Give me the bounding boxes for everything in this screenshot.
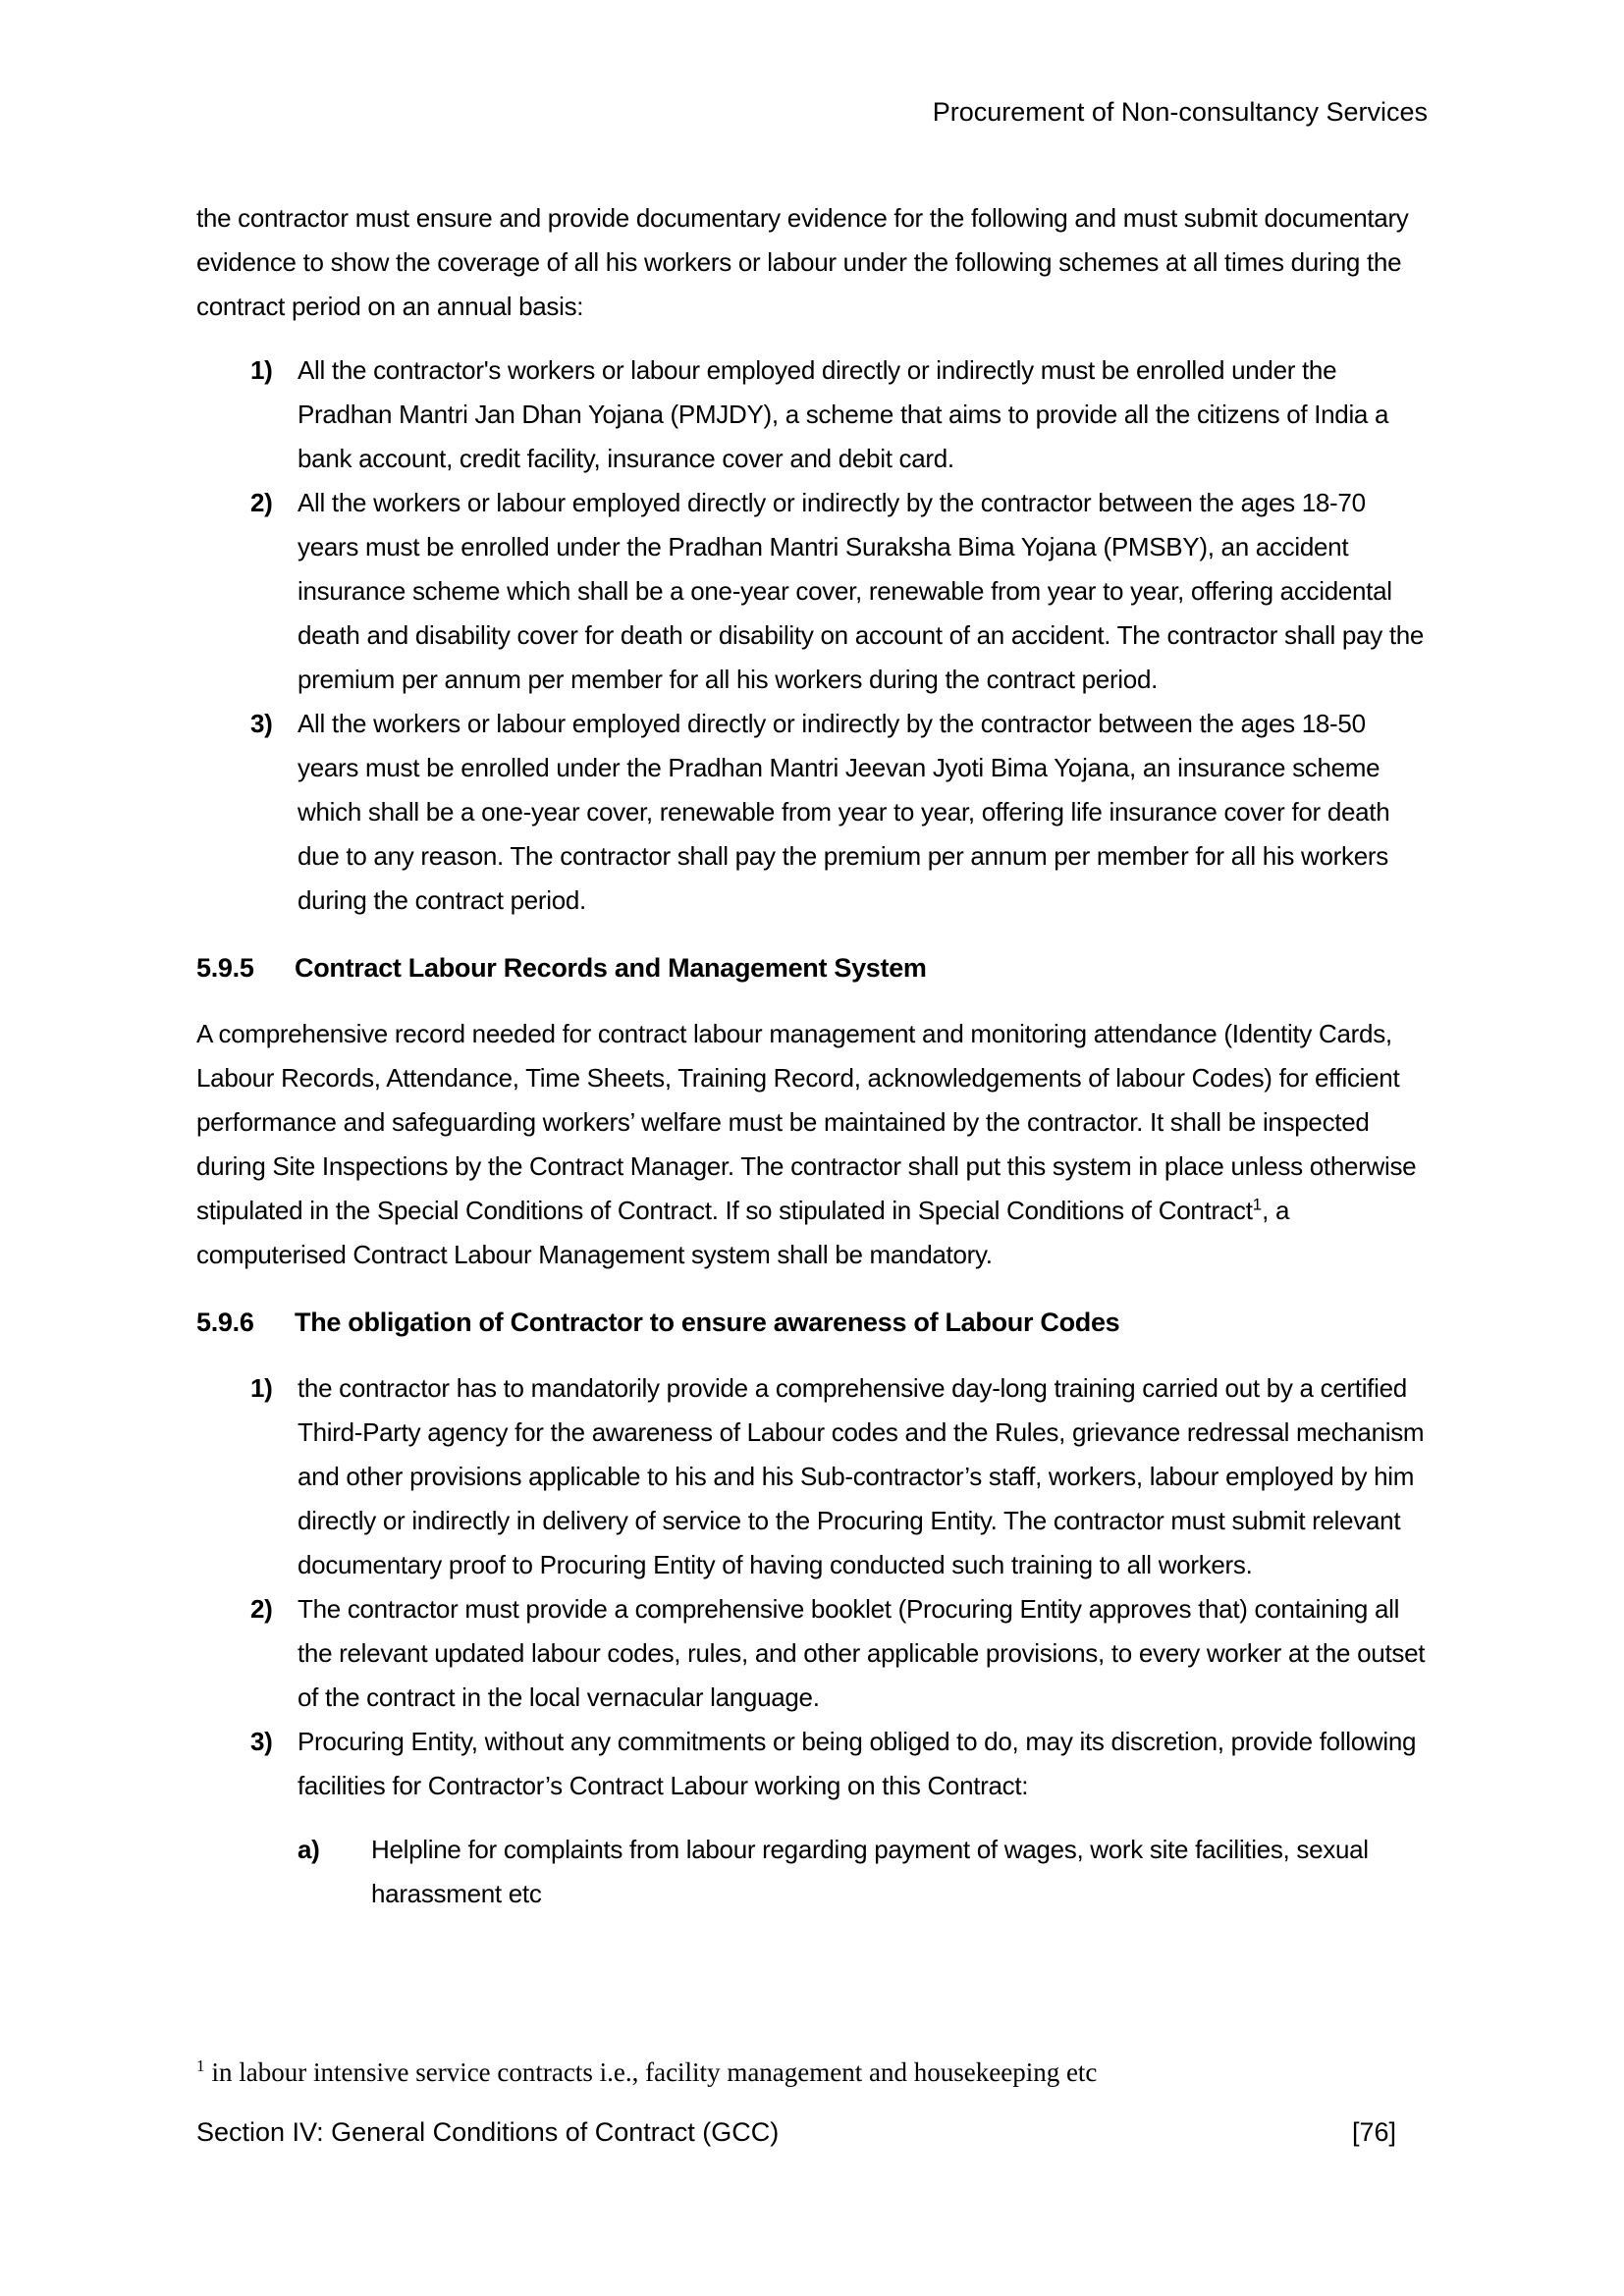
section-595-paragraph xyxy=(196,1012,1428,1277)
list-item xyxy=(196,348,1428,481)
list-item-text: All the contractor's workers or labour employed directly or indirectly must be enrolled under the Pradhan Mantri Jan Dhan Yojana (PMJDY), a scheme that aims to provide all the citizens of India a bank account, credit facility, insurance cover and debit card. xyxy=(298,355,1389,473)
sub-list-item-marker: a) xyxy=(298,1835,320,1864)
list-item xyxy=(196,1720,1428,1808)
list-item-marker: 1) xyxy=(250,1373,273,1403)
list-item-marker: 1) xyxy=(250,355,273,385)
paragraph-text-after-superscript: , a computerised Contract Labour Management system shall be mandatory. xyxy=(196,1196,1290,1269)
header-title: Procurement of Non-consultancy Services xyxy=(932,97,1428,127)
footer-section-label: Section IV: General Conditions of Contract (GCC) xyxy=(196,2117,780,2147)
sub-list-item xyxy=(196,1828,1428,1916)
list-item-marker: 2) xyxy=(250,1594,273,1624)
sub-list-item-text: Helpline for complaints from labour regarding payment of wages, work site facilities, sexual harassment etc xyxy=(371,1835,1369,1908)
paragraph-text-before-superscript: A comprehensive record needed for contract labour management and monitoring attendance (Identity Cards, Labour Records, Attendance, Time Sheets, Training Record, acknowledgements of labour Codes) for efficient performance and safeguarding workers’ welfare must be maintained by the contractor. It shall be inspected during Site Inspections by the Contract Manager. The contractor shall put this system in place unless otherwise stipulated in the Special Conditions of Contract. If so stipulated in Special Conditions of Contract xyxy=(196,1019,1417,1225)
section-number: 5.9.5 xyxy=(196,953,254,983)
list-item-text: All the workers or labour employed directly or indirectly by the contractor between the ages 18-70 years must be enrolled under the Pradhan Mantri Suraksha Bima Yojana (PMSBY), an accident insurance scheme which shall be a one-year cover, renewable from year to year, offering accidental death and disability cover for death or disability on account of an accident. The contractor shall pay the premium per annum per member for all his workers during the contract period. xyxy=(298,488,1425,694)
footnote-reference-superscript: 1 xyxy=(1252,1195,1263,1214)
sub-item-list xyxy=(196,1828,1428,1916)
list-item-marker: 3) xyxy=(250,709,273,738)
page-content xyxy=(196,196,1428,1916)
footnote xyxy=(196,2055,1428,2090)
list-item-marker: 3) xyxy=(250,1727,273,1756)
section-number: 5.9.6 xyxy=(196,1308,254,1337)
section-heading-595 xyxy=(196,946,1428,990)
page-footer xyxy=(196,2112,1428,2152)
footnote-marker: 1 xyxy=(196,2056,205,2075)
page-header xyxy=(196,94,1428,130)
list-item xyxy=(196,1366,1428,1587)
list-item-text: All the workers or labour employed directly or indirectly by the contractor between the ages 18-50 years must be enrolled under the Pradhan Mantri Jeevan Jyoti Bima Yojana, an insurance scheme which shall be a one-year cover, renewable from year to year, offering life insurance cover for death due to any reason. The contractor shall pay the premium per annum per member for all his workers during the contract period. xyxy=(298,709,1390,915)
list-item xyxy=(196,1587,1428,1720)
footer-page-number: [76] xyxy=(1351,2117,1396,2147)
scheme-list xyxy=(196,348,1428,923)
obligation-list xyxy=(196,1366,1428,1916)
list-item-marker: 2) xyxy=(250,488,273,517)
intro-paragraph: the contractor must ensure and provide documentary evidence for the following and must submit documentary evidence to show the coverage of all his workers or labour under the following schemes at all times during the contract period on an annual basis: xyxy=(196,203,1409,321)
list-item-text: the contractor has to mandatorily provide a comprehensive day-long training carried out by a certified Third-Party agency for the awareness of Labour codes and the Rules, grievance redressal mechanism and other provisions applicable to his and his Sub-contractor’s staff, workers, labour employed by him directly or indirectly in delivery of service to the Procuring Entity. The contractor must submit relevant documentary proof to Procuring Entity of having conducted such training to all workers. xyxy=(298,1373,1425,1579)
section-title: The obligation of Contractor to ensure awareness of Labour Codes xyxy=(295,1308,1120,1337)
list-item xyxy=(196,702,1428,923)
list-item xyxy=(196,481,1428,702)
footnote-text: in labour intensive service contracts i.e., facility management and housekeeping etc xyxy=(211,2057,1098,2087)
list-item-text: Procuring Entity, without any commitments or being obliged to do, may its discretion, provide following facilities for Contractor’s Contract Labour working on this Contract: xyxy=(298,1727,1417,1800)
section-heading-596 xyxy=(196,1301,1428,1345)
section-title: Contract Labour Records and Management System xyxy=(295,953,927,983)
list-item-text: The contractor must provide a comprehensive booklet (Procuring Entity approves that) containing all the relevant updated labour codes, rules, and other applicable provisions, to every worker at the outset of the contract in the local vernacular language. xyxy=(298,1594,1426,1712)
